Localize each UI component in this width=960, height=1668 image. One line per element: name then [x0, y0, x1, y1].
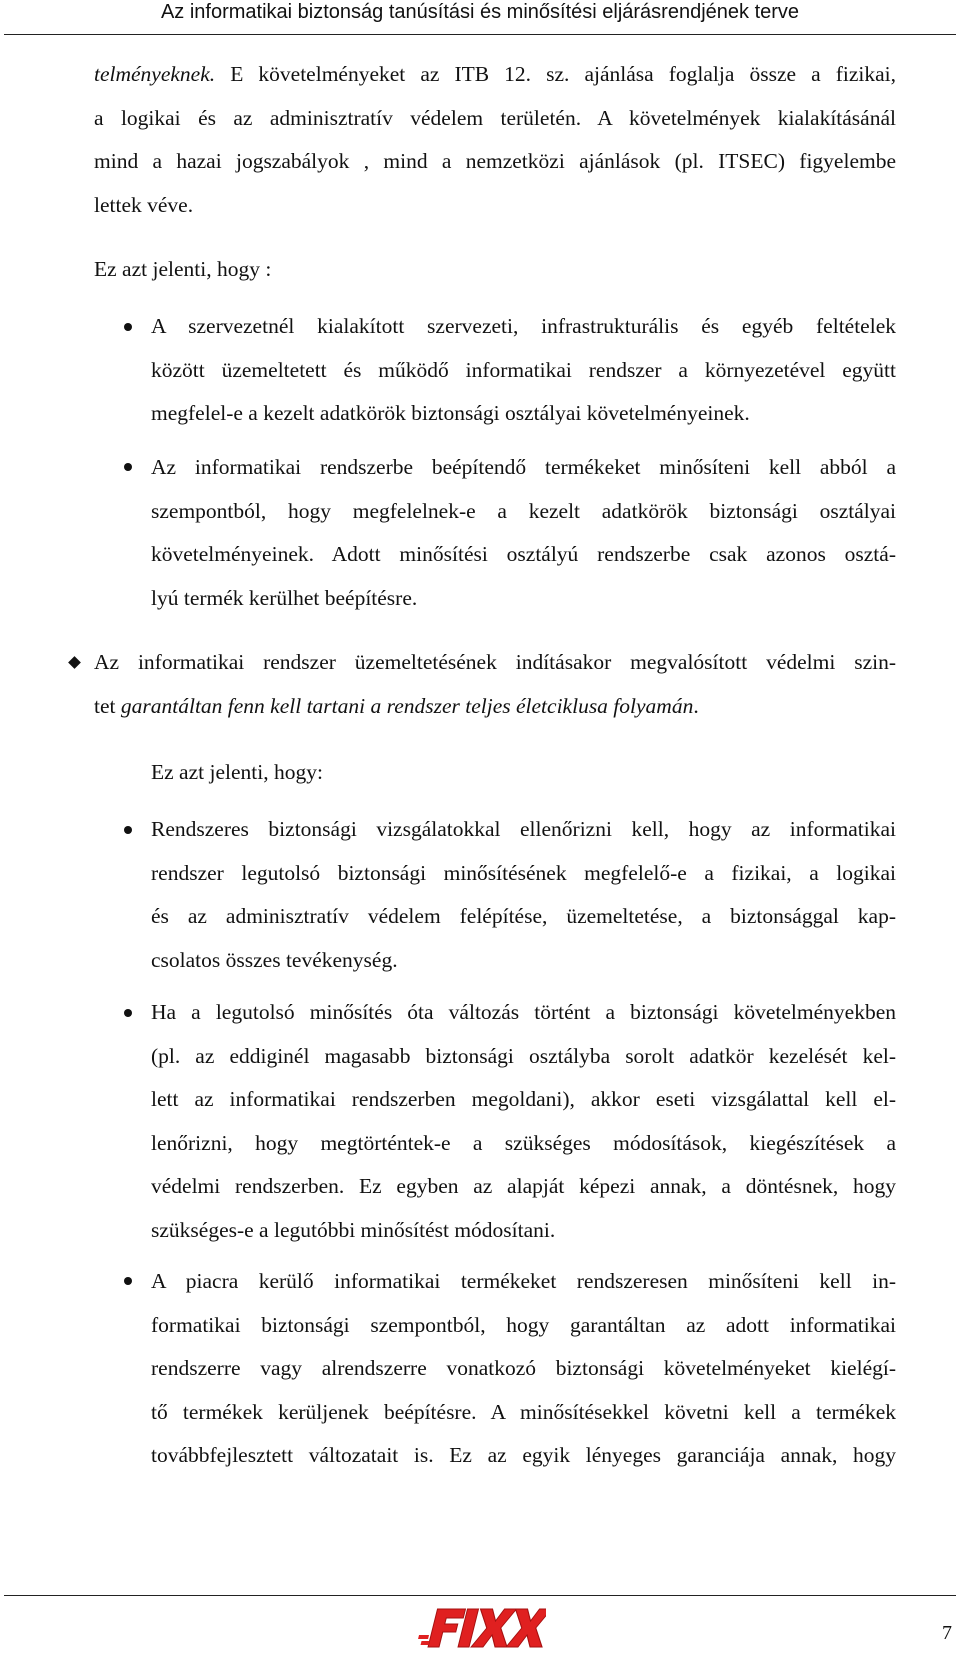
text-line: Ez azt jelenti, hogy: [151, 760, 323, 784]
intro-line-2 [151, 751, 551, 795]
text-fragment: . [693, 693, 699, 718]
text-line: között üzemeltetett és működő informatikai rendszer a környezetével együtt [151, 357, 896, 382]
list-item [151, 991, 896, 1252]
text-line: lenőrizni, hogy megtörténtek-e a szükséges módosítások, kiegészítések a [151, 1130, 896, 1155]
text-line [94, 685, 896, 729]
text-line: szükséges-e a legutóbbi minősítést módosítani. [151, 1217, 556, 1242]
text-line: (pl. az eddiginél magasabb biztonsági osztályba sorolt adatkör kezelését kel- [151, 1043, 896, 1068]
text-line: rendszerre vagy alrendszerre vonatkozó biztonsági követelményeket kielégí- [151, 1356, 896, 1380]
text-line: tő termékek kerüljenek beépítésre. A minősítésekkel követni kell a termékek [151, 1399, 896, 1424]
bullet-icon [124, 463, 132, 471]
text-line: lett az informatikai rendszerben megoldani), akkor eseti vizsgálattal kell el- [151, 1087, 896, 1111]
text-fragment: E követelményeket az ITB 12. sz. ajánlása foglalja össze a fizikai, [215, 62, 896, 86]
footer-divider [4, 1595, 956, 1596]
text-line: lyú termék kerülhet beépítésre. [151, 585, 418, 610]
italic-fragment: telményeknek. [94, 62, 216, 86]
text-line: Ha a legutolsó minősítés óta változás történt a biztonsági követelményekben [151, 1000, 896, 1024]
text-line: Az informatikai rendszerbe beépítendő termékeket minősíteni kell abból a [151, 455, 896, 479]
bullet-icon [124, 1277, 132, 1285]
header-divider [4, 34, 956, 35]
fixx-logo-graphic [418, 1599, 546, 1655]
text-line: A szervezetnél kialakított szervezeti, infrastrukturális és egyéb feltételek [151, 314, 896, 338]
text-line: mind a hazai jogszabályok , mind a nemzetközi ajánlások (pl. ITSEC) figyelembe [94, 149, 896, 173]
intro-line-1 [94, 248, 494, 292]
text-line: A piacra kerülő informatikai termékeket rendszeresen minősíteni kell in- [151, 1269, 896, 1293]
italic-fragment: garantáltan fenn kell tartani a rendszer teljes életciklusa folyamán [120, 693, 694, 718]
text-line: csolatos összes tevékenység. [151, 947, 398, 972]
text-line: Rendszeres biztonsági vizsgálatokkal ellenőrizni kell, hogy az informatikai [151, 817, 896, 841]
text-line: lettek véve. [94, 192, 194, 217]
text-line: rendszer legutolsó biztonsági minősítésének megfelelő-e a fizikai, a logikai [151, 860, 896, 885]
text-line: formatikai biztonsági szempontból, hogy garantáltan az adott informatikai [151, 1312, 896, 1337]
diamond-bullet-icon [68, 656, 81, 669]
text-line: továbbfejlesztett változatait is. Ez az egyik lényeges garanciája annak, hogy [151, 1443, 896, 1467]
list-item [151, 1260, 896, 1478]
text-line [94, 53, 896, 97]
running-header-title: Az informatikai biztonság tanúsítási és minősítési eljárásrendjének terve [160, 1, 800, 23]
page-number: 7 [942, 1622, 952, 1644]
text-line: követelményeinek. Adott minősítési osztályú rendszerbe csak azonos osztá- [151, 542, 896, 566]
principle-paragraph [94, 641, 896, 728]
text-line: Az informatikai rendszer üzemeltetésének indításakor megvalósított védelmi szin- [94, 650, 896, 674]
list-item [151, 305, 896, 436]
running-header [0, 0, 960, 36]
paragraph-requirements [94, 53, 896, 227]
list-item [151, 808, 896, 982]
bullet-icon [124, 1009, 132, 1017]
text-line: és az adminisztratív védelem felépítése, üzemeltetése, a biztonsággal kap- [151, 904, 896, 928]
text-fragment: tet [94, 693, 121, 718]
text-line: Ez azt jelenti, hogy : [94, 257, 272, 281]
text-line: szempontból, hogy megfelelnek-e a kezelt adatkörök biztonsági osztályai [151, 498, 896, 523]
text-line: megfelel-e a kezelt adatkörök biztonsági osztályai követelményeinek. [151, 401, 750, 425]
fixx-logo [418, 1599, 546, 1655]
text-line: a logikai és az adminisztratív védelem területén. A követelmények kialakításánál [94, 105, 896, 130]
list-item [151, 446, 896, 620]
bullet-icon [124, 826, 132, 834]
bullet-icon [124, 323, 132, 331]
text-line: védelmi rendszerben. Ez egyben az alapját képezi annak, a döntésnek, hogy [151, 1174, 896, 1198]
